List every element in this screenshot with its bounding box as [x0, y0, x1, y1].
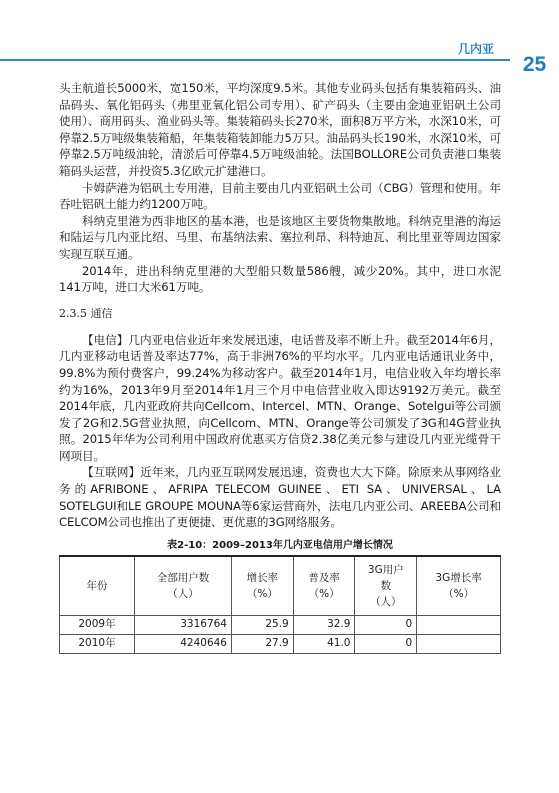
page-header — [0, 0, 559, 80]
section-heading-communications: 2.3.5 通信 — [59, 306, 113, 320]
header-text: 全部用户数 （人） — [156, 571, 210, 600]
cell-penetration-rate: 32.9 — [293, 615, 355, 634]
paragraph-telecom: 【电信】几内亚电信业近年来发展迅速，电话普及率不断上升。截至2014年6月，几内亚移动电话普及率达77%，高于非洲76%的平均水平。几内亚电话通讯业务中，99.8%为预付费客户，99.24%为移动客户。截至2014年1月，电信业收入年均增长率约为16%，2013年9月至2014年1月三个月中电信营业收入即达9192万美元。截至2014年底，几内亚政府共向Cellcom、Intercel、MTN、Orange、Sotelgui等公司颁发了2G和2.5G营业执照，向Cellcom、MTN、Orange等公司颁发了3G和4G营业执照。2015年华为公司利用中国政府优惠买方信贷2.38亿美元参与建设几内亚光缆骨干网项目。 — [59, 332, 501, 463]
header-rule — [0, 59, 510, 61]
column-header-3g-growth — [417, 556, 501, 616]
column-header-3g-users — [355, 556, 417, 616]
cell-year: 2010年 — [60, 634, 135, 653]
cell-3g-users: 0 — [355, 634, 417, 653]
cell-growth-rate: 25.9 — [231, 615, 293, 634]
column-header-total-users — [134, 556, 231, 616]
column-header-penetration-rate — [293, 556, 355, 616]
cell-total-users: 3316764 — [134, 615, 231, 634]
telecom-users-table — [59, 555, 501, 654]
table-row — [60, 634, 501, 653]
running-header-country: 几内亚 — [457, 42, 494, 56]
header-text: 增长率 （%） — [246, 571, 279, 600]
table-row — [60, 615, 501, 634]
cell-3g-growth — [417, 615, 501, 634]
cell-3g-growth — [417, 634, 501, 653]
header-text: 3G增长率 （%） — [435, 571, 482, 600]
column-header-growth-rate — [231, 556, 293, 616]
cell-penetration-rate: 41.0 — [293, 634, 355, 653]
cell-growth-rate: 27.9 — [231, 634, 293, 653]
header-text: 3G用户 数 （人） — [367, 563, 404, 608]
header-text: 普及率 （%） — [308, 571, 340, 600]
column-header-year: 年份 — [60, 556, 135, 616]
cell-3g-users: 0 — [355, 615, 417, 634]
page-number: 25 — [522, 53, 547, 76]
table-header-row — [60, 556, 501, 616]
paragraph-port-details: 头主航道长5000米，宽150米，平均深度9.5米。其他专业码头包括有集装箱码头、油品码头、氧化铝码头（弗里亚氧化铝公司专用）、矿产码头（主要由金迪亚铝矾土公司使用）、商用码头、渔业码头等。集装箱码头长270米，面积8万平方米，水深10米，可停靠2.5万吨级集装箱船，年集装箱装卸能力5万只。油品码头长190米，水深10米，可停靠2.5万吨级油轮，清淤后可停靠4.5万吨级油轮。法国BOLLORE公司负责港口集装箱码头运营，并投资5.3亿欧元扩建港口。 — [59, 81, 501, 178]
paragraph-kamsar-port: 卡姆萨港为铝矾土专用港，目前主要由几内亚铝矾土公司（CBG）管理和使用。年吞吐铝矾土能力约1200万吨。 — [59, 180, 501, 212]
page-body — [59, 80, 501, 654]
cell-year: 2009年 — [60, 615, 135, 634]
paragraph-port-stats-2014: 2014年，进出科纳克里港的大型船只数量586艘，减少20%。其中，进口水泥141万吨，进口大米61万吨。 — [59, 263, 501, 295]
paragraph-internet: 【互联网】近年来，几内亚互联网发展迅速，资费也大大下降。除原来从事网络业务的AFRIBONE、AFRIPA TELECOM GUINEE、ETI SA、UNIVERSAL、LA SOTELGUI和LE GROUPE MOUNA等6家运营商外，法电几内亚公司、AREEBA公司和CELCOM公司也推出了更便捷、更优惠的3G网络服务。 — [59, 465, 501, 530]
table-caption: 表2-10：2009–2013年几内亚电信用户增长情况 — [167, 539, 393, 551]
cell-total-users: 4240646 — [134, 634, 231, 653]
paragraph-conakry-port: 科纳克里港为西非地区的基本港，也是该地区主要货物集散地。科纳克里港的海运和陆运与几内亚比绍、马里、布基纳法索、塞拉利昂、科特迪瓦、利比里亚等周边国家实现互联互通。 — [59, 213, 501, 261]
